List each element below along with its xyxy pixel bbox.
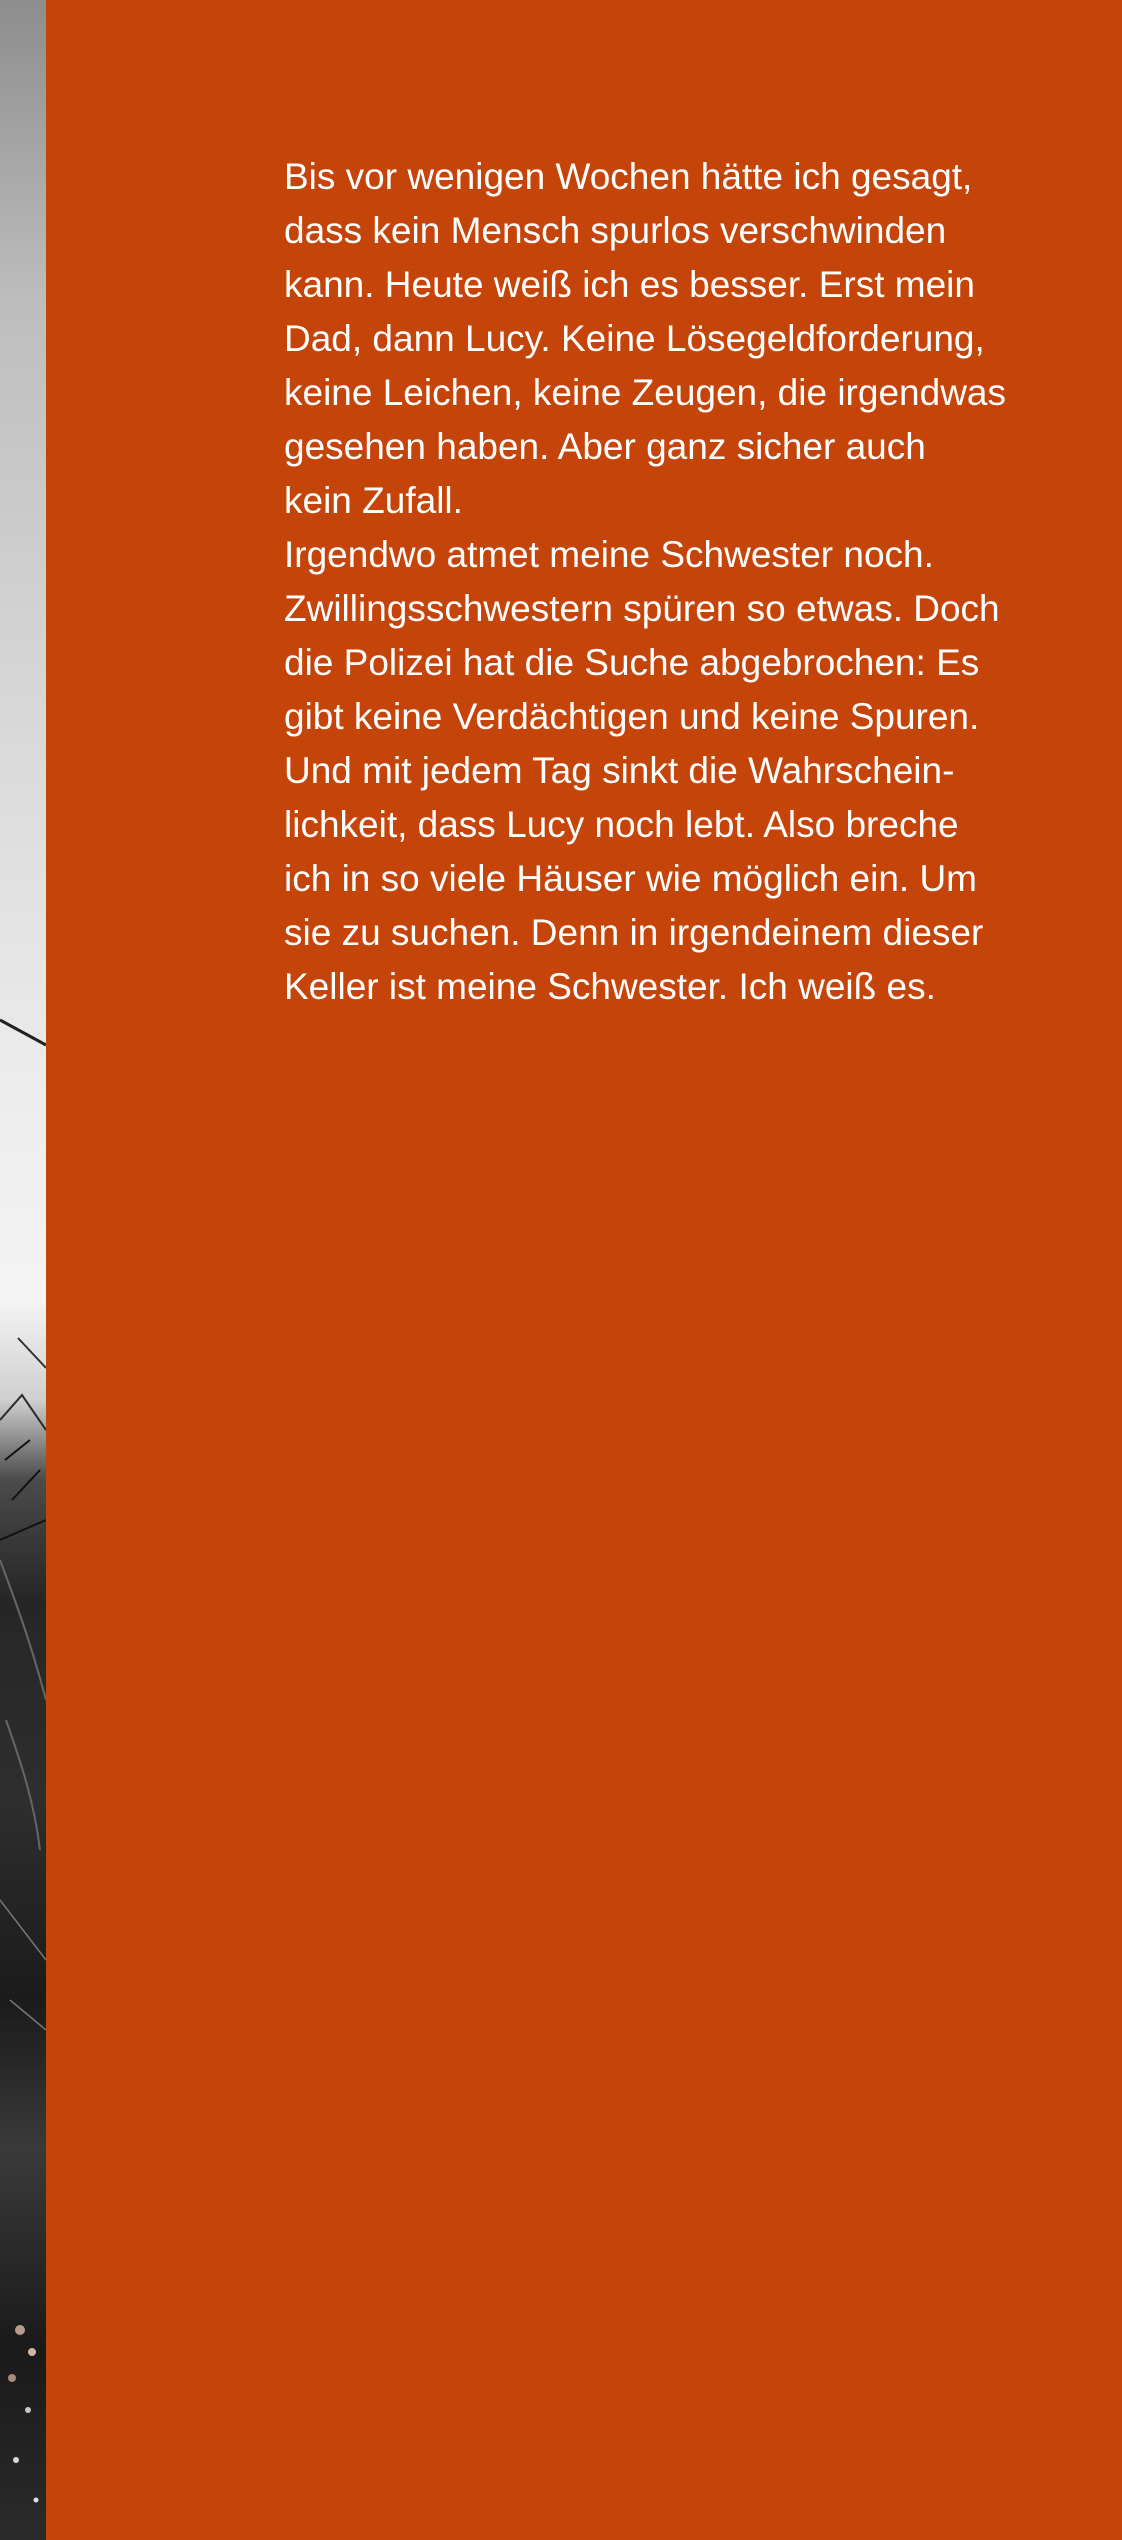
cover-photo-strip [0, 0, 46, 2540]
bare-trees-illustration [0, 0, 46, 2540]
back-cover-blurb: Bis vor wenigen Wochen hätte ich gesagt, dass kein Mensch spurlos verschwinden kann. Heute weiß ich es besser. Erst mein Dad, dann Lucy. Keine Lösegeldforderung, keine Leichen, keine Zeugen, die irgendwas gesehen haben. Aber ganz sicher auch kein Zufall. Irgendwo atmet meine Schwester noch. Zwillingsschwestern spüren so etwas. Doch die Polizei hat die Suche abgebrochen: Es gibt keine Verdächtigen und keine Spuren. Und mit jedem Tag sinkt die Wahrschein- lichkeit, dass Lucy noch lebt. Also breche ich in so viele Häuser wie möglich ein. Um sie zu suchen. Denn in irgendeinem dieser Keller ist meine Schwester. Ich weiß es. [284, 156, 1006, 1007]
